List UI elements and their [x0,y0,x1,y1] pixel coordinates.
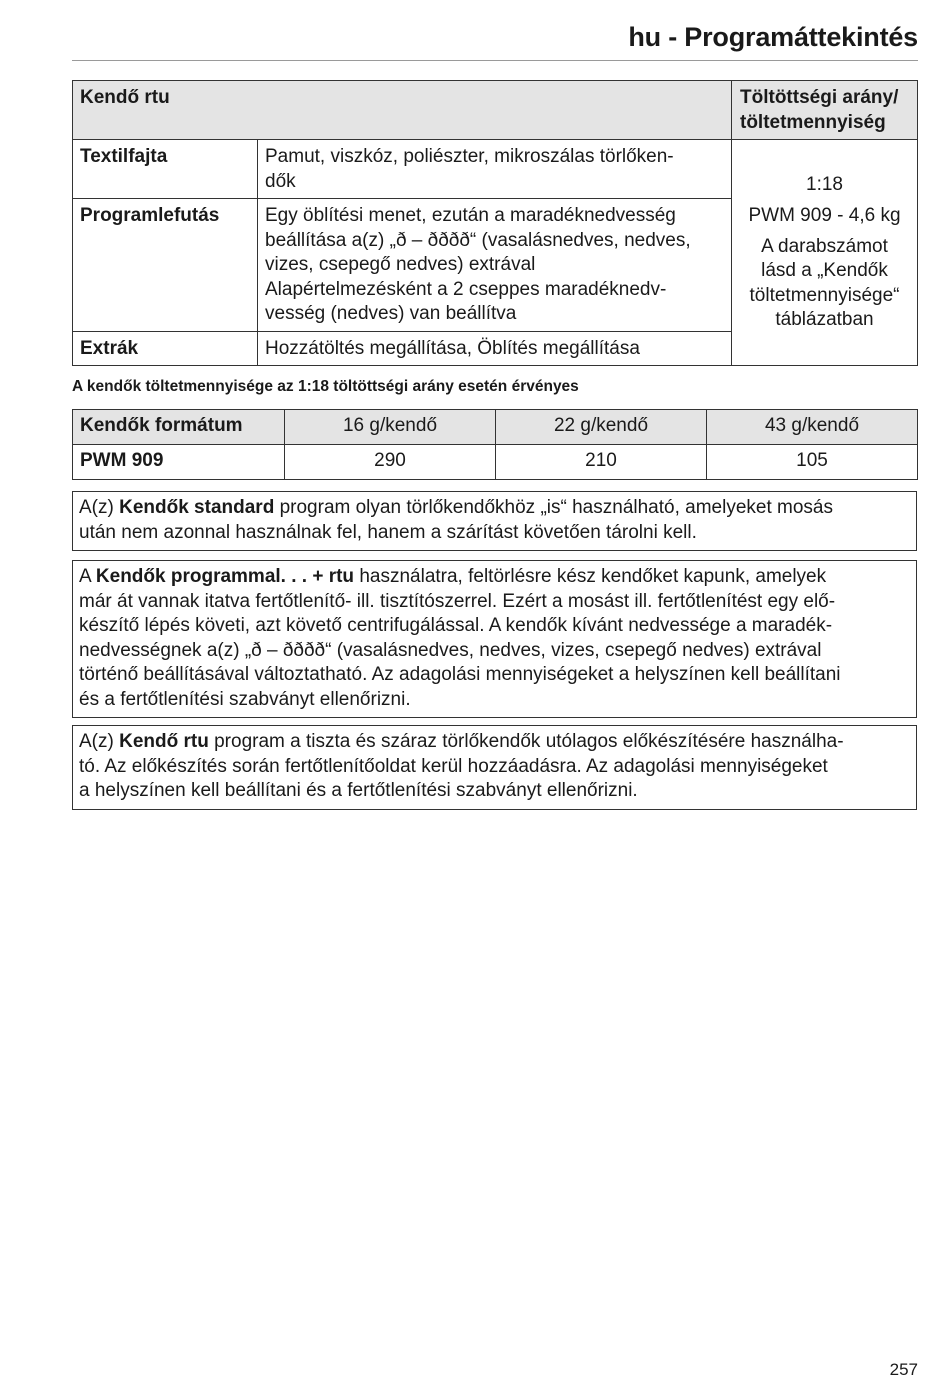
format-header: Kendők formátum [73,410,285,445]
page-number: 257 [889,1360,918,1379]
count-16g: 290 [285,445,496,480]
format-22g-header: 22 g/kendő [496,410,707,445]
load-capacity-value: PWM 909 - 4,6 kg [748,205,901,226]
note-box-rtu: A(z) Kendő rtu program a tiszta és száraz törlőkendők utólagos előkészítésére használha- tó. Az előkészítés során fertőtlenítőoldat kerül hozzáadásra. Az adagolási mennyiségeket a helyszínen kell beállítani és a fertőtlenítési szabványt ellenőrizni. [72,725,917,810]
program-name-header: Kendő rtu [73,81,732,140]
wipe-capacity-table [72,409,918,480]
page-header-title: hu - Programáttekintés [628,22,918,52]
format-43g-header: 43 g/kendő [707,410,918,445]
load-note: A darabszámot lásd a „Kendők töltetmennyisége“ táblázatban [749,235,900,330]
note-box-programmal: A Kendők programmal. . . + rtu használatra, feltörlésre kész kendőket kapunk, amelyek már át vannak itatva fertőtlenítő- ill. tisztítószerrel. Ezért a mosást ill. fertőtlenítést egy elő- készítő lépés követi, azt követő centrifugálással. A kendők kívánt nedvessége a maradék- nedvességnek a(z) „ð – ðððð“ (vasalásnedves, nedves, vizes, csepegő nedves) extrával történő beállításával változtatható. Az adagolási mennyiségeket a helyszínen kell beállítani és a fertőtlenítési szabványt ellenőrizni. [72,560,917,718]
row-value-program-sequence: Egy öblítési menet, ezután a maradéknedvesség beállítása a(z) „ð – ðððð“ (vasalásnedves, nedves, vizes, csepegő nedves) extrával Alapértelmezésként a 2 cseppes maradéknedv- vesség (nedves) van beállítva [258,199,732,332]
row-label-extras: Extrák [73,331,258,366]
load-footnote: A kendők töltetmennyisége az 1:18 töltöttségi arány esetén érvényes [72,378,579,395]
model-label: PWM 909 [73,445,285,480]
row-value-extras: Hozzátöltés megállítása, Öblítés megállítása [258,331,732,366]
row-label-program-sequence: Programlefutás [73,199,258,332]
table-header-row [73,81,918,140]
program-overview-table [72,80,918,366]
format-16g-header: 16 g/kendő [285,410,496,445]
load-ratio-value: 1:18 [806,173,843,195]
table-row [73,445,918,480]
count-43g: 105 [707,445,918,480]
load-capacity-cell [732,140,918,366]
load-ratio-header: Töltöttségi arány/ töltetmennyiség [732,81,918,140]
table-row [73,140,918,199]
row-label-textile-type: Textilfajta [73,140,258,199]
header-divider [72,60,918,61]
row-value-textile-type: Pamut, viszkóz, poliészter, mikroszálas törlőken- dők [258,140,732,199]
table-header-row [73,410,918,445]
count-22g: 210 [496,445,707,480]
note-box-standard: A(z) Kendők standard program olyan törlőkendőkhöz „is“ használható, amelyeket mosás után nem azonnal használnak fel, hanem a szárítást követően tárolni kell. [72,491,917,551]
